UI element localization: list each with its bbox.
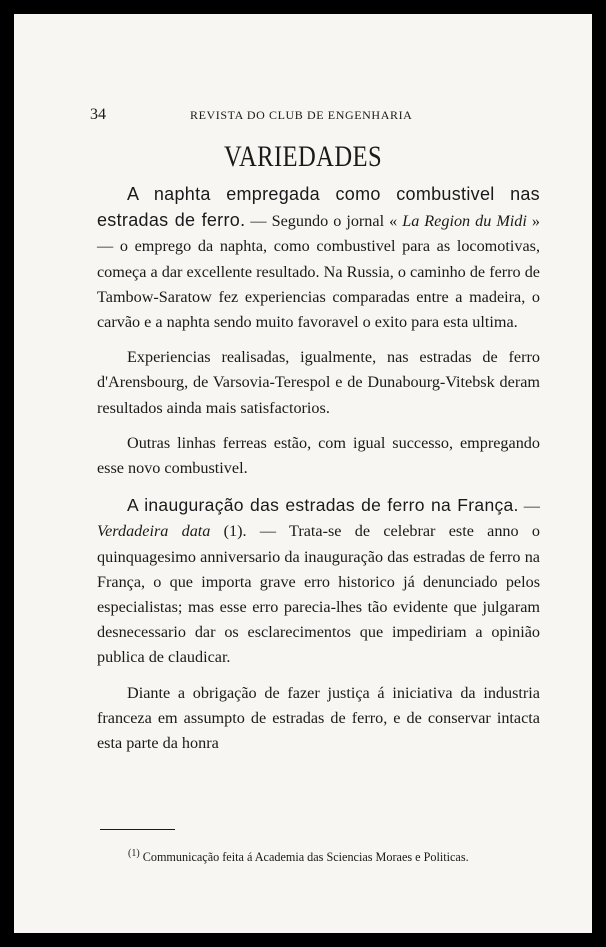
page-number: 34 [90, 106, 106, 123]
article-2-subtitle: Verdadeira data [97, 522, 211, 541]
article-1-heading: A naphta empregada como combustivel nas estradas de ferro. [97, 184, 540, 231]
article-1-newspaper-name: La Region du Midi [402, 212, 527, 231]
article-2-paragraph-1 [97, 493, 540, 670]
article-1-paragraph-2: Experiencias realisadas, igualmente, nas estradas de ferro d'Arensbourg, de Varsovia-Terespol e de Dunabourg-Vitebsk deram resultados ainda mais satisfactorios. [97, 348, 540, 417]
document-page [14, 14, 592, 933]
article-2-paragraph-2: Diante a obrigação de fazer justiça á iniciativa da industria franceza em assumpto de estradas de ferro, e de conservar intacta esta parte da honra [97, 683, 540, 753]
footnote-text: Communicação feita á Academia das Sciencias Moraes e Politicas. [139, 850, 469, 865]
article-1-p1-text-b: » — o emprego da naphta, como combustivel para as locomotivas, começa a dar excellente resultado. Na Russia, o caminho de ferro de Tambow-Saratow fez experiencias comparadas entre a madeira, o carvão e a naphta sendo muito favoravel o exito para esta ultima. [97, 212, 540, 332]
footnote-reference: (1) [223, 522, 243, 541]
article-body [97, 182, 540, 756]
article-1-paragraph-3: Outras linhas ferreas estão, com igual successo, empregando esse novo combustivel. [97, 433, 540, 478]
article-1-paragraph-1 [97, 182, 540, 335]
article-1-p1-text-a: — Segundo o jornal « [245, 212, 403, 231]
footnote-divider [100, 829, 175, 830]
article-2-p1-text-b: . — Trata-se de celebrar este anno o quinquagesimo anniversario da inauguração das estradas de ferro na França, o que importa grave erro historico já denunciado pelos especialistas; mas esse erro parecia-lhes tão evidente que julgaram desnecessario dar os esclarecimentos que impediriam a opinião publica de claudicar. [97, 522, 540, 667]
footnote-marker: (1) [128, 848, 140, 860]
journal-title: REVISTA DO CLUB DE ENGENHARIA [190, 108, 413, 122]
running-head [90, 106, 540, 126]
section-title: VARIEDADES [223, 140, 383, 173]
footnote [100, 849, 540, 865]
article-2-p1-text-a: — [518, 497, 540, 516]
article-2-heading: A inauguração das estradas de ferro na França. [127, 495, 519, 516]
